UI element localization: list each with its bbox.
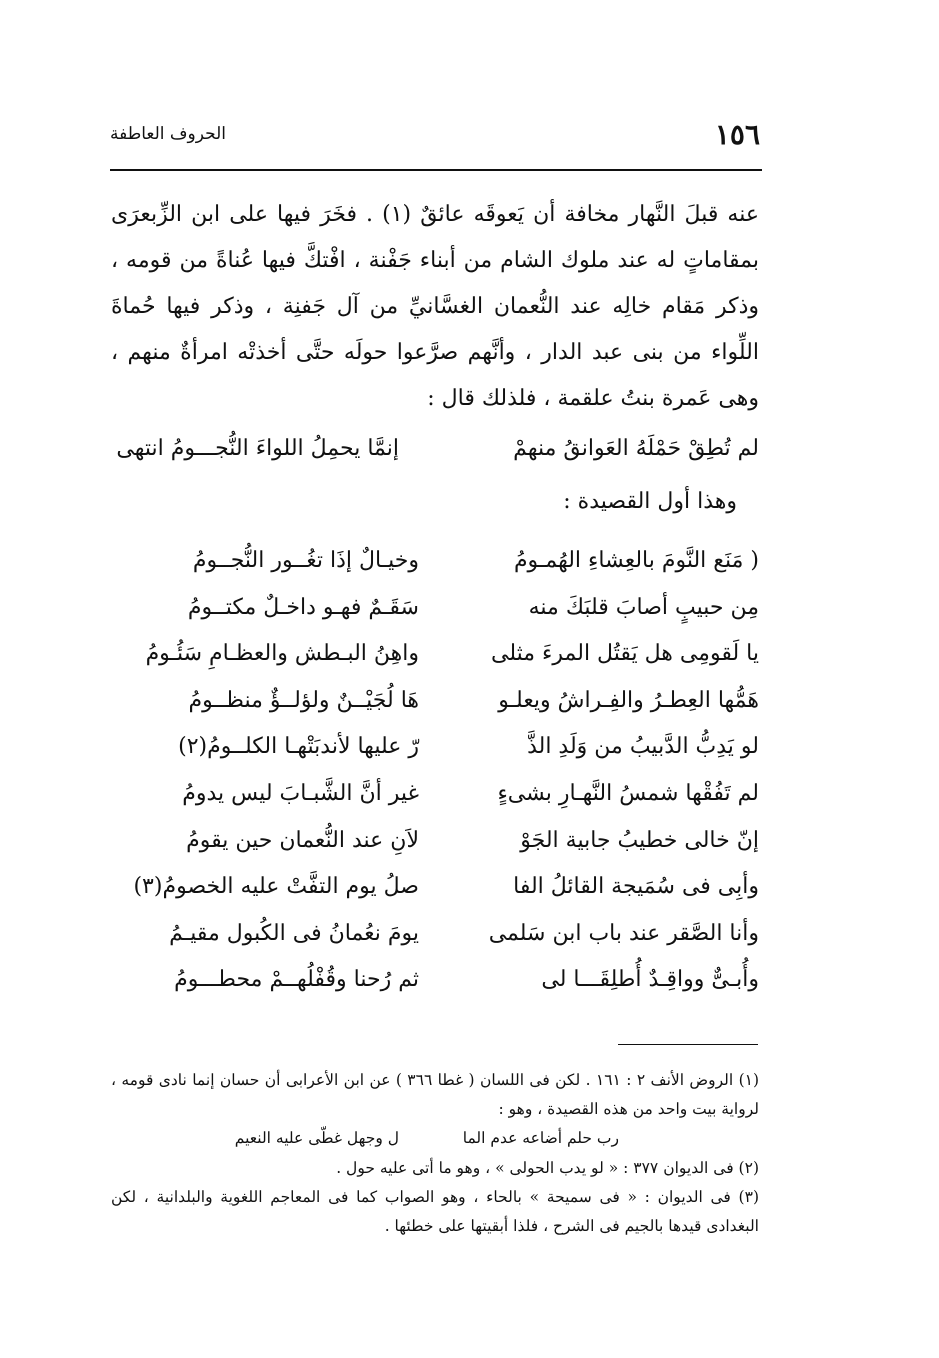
poem-verse xyxy=(111,771,759,818)
footnote-1: (١) الروض الأنف ٢ : ١٦١ . لكن فى اللسان ( غطا ٣٦٦ ) عن ابن الأعرابى أن حسان إنما نادى قومه ، لرواية بيت واحد من هذه القصيدة ، وهو : xyxy=(111,1071,760,1118)
verse-second-hemistich: وخيـالٌ إذَا تغُــور النُّجــومُ xyxy=(192,548,419,573)
poem-verse xyxy=(111,957,759,1004)
body-paragraph: عنه قبلَ النَّهار مخافة أن يَعوقَه عائقٌ (١) . فخَرَ فيها على ابن الزِّبعرَى بمقاماتٍ له عند ملوك الشام من أبناء جَفْنة ، افْتكَّ فيها عُناةً من قومه ، وذكر مَقام خالِه عند النُّعمان الغسَّانيِّ من آل جَفنِة ، وذكر فيها حُماةَ اللِّواء من بنى عبد الدار ، وأنَّهم صرَّعوا حولَه حتَّى أخذتْه امرأةٌ منهم ، وهى عَمرة بنتُ علقمة ، فلذلك قال : xyxy=(111,202,759,411)
poem xyxy=(109,538,759,1004)
poem-verse xyxy=(111,585,759,632)
verse-first-hemistich: يا لَقومِى هل يَقتُل المرءَ مثلى xyxy=(491,641,759,667)
cited-verse xyxy=(111,429,759,469)
verse-first-hemistich: وأبِى فى سُمَيجة القائلُ الفا xyxy=(513,874,759,900)
verse-second-hemistich: لاَنِ عند النُّعمان حين يقومُ xyxy=(186,827,419,853)
verse-second-hemistich: يومَ نعُمانُ فى الكُبول مقيـمُ xyxy=(169,920,419,946)
footnote-2: (٢) فى الديوان ٣٧٧ : « لو يدب الحولى » ، وهو ما أتى عليه حول . xyxy=(336,1159,759,1177)
running-title: الحروف العاطفة xyxy=(110,124,227,144)
poem-verse xyxy=(111,538,759,585)
poem-verse xyxy=(111,911,759,958)
verse-first-hemistich: مِن حبيبٍ أصابَ قلبَكَ منه xyxy=(528,594,759,620)
verse-second-hemistich: صلُ يوم التفَّتْ عليه الخصومُ(٣) xyxy=(133,874,419,900)
page-header xyxy=(110,118,760,158)
verse-second-hemistich: هَا لُجَيْــنٌ ولؤلــؤٌ منظــومُ xyxy=(188,687,419,713)
footnote-3: (٣) فى الديوان : « فى سميحة » بالحاء ، وهو الصواب كما فى المعاجم اللغوية والبلدانية ، لكن البغدادى قيدها بالجيم فى الشرح ، فلذا أبقيتها على خطئها . xyxy=(111,1188,759,1235)
verse-first-hemistich: وأنا الصَّقر عند باب ابن سَلمى xyxy=(488,920,759,946)
verse-first-hemistich: هَمُّها العِطـرُ والفِـراشُ ويعلـو xyxy=(498,687,759,713)
poem-intro-text: وهذا أول القصيدة : xyxy=(563,489,737,514)
footnote-verse-first: رب حلم أضاعه عدم الما xyxy=(462,1129,619,1147)
footnotes xyxy=(111,1066,759,1241)
cited-verse-first: لم تُطِقْ حَمْلَهُ العَوانقُ منهمْ xyxy=(513,436,759,461)
verse-second-hemistich: رّ عليها لأندبَتْهـا الكلــومُ(٢) xyxy=(178,734,419,760)
poem-verse xyxy=(111,864,759,911)
verse-first-hemistich: وأُبـىٌّ وواقِـدٌ أُطلِقَـــا لى xyxy=(541,967,759,993)
verse-second-hemistich: غير أنَّ الشَّبـابَ ليس يدومُ xyxy=(182,780,419,806)
poem-verse xyxy=(111,724,759,771)
poem-intro xyxy=(89,482,737,522)
verse-second-hemistich: ثم رُحنا وقُفْلُهــمْ محطـــومُ xyxy=(174,967,419,993)
footnote-verse-second: ل وجهل غطّى عليه النعيم xyxy=(234,1129,399,1147)
footnote-rule xyxy=(618,1044,758,1045)
verse-first-hemistich: لو يَدِبُّ الدَّبيبُ من وَلَدِ الذَّ xyxy=(527,734,759,760)
cited-verse-second: إنمَّا يحمِلُ اللواءَ النُّجـــومُ انتهى xyxy=(116,436,399,461)
verse-second-hemistich: سَقَـمٌ فهـو داخـلٌ مكتــومُ xyxy=(187,594,419,620)
verse-second-hemistich: واهِنُ البـطش والعظـامِ سَئُـومُ xyxy=(145,641,419,667)
main-text xyxy=(111,192,759,422)
poem-verse xyxy=(111,631,759,678)
footnote-verse xyxy=(111,1124,759,1154)
header-rule xyxy=(110,169,762,171)
page-number: ١٥٦ xyxy=(714,118,760,151)
poem-verse xyxy=(111,678,759,725)
verse-first-hemistich: ( مَنَع النَّومَ بالعِشاءِ الهُمـومُ xyxy=(513,548,759,573)
poem-verse xyxy=(111,818,759,865)
verse-first-hemistich: لم تَفُقْها شمسُ النَّهـارِ بشىءٍ xyxy=(497,780,759,806)
verse-first-hemistich: إنّ خالى خطيبُ جابية الجَوْ xyxy=(520,827,759,853)
